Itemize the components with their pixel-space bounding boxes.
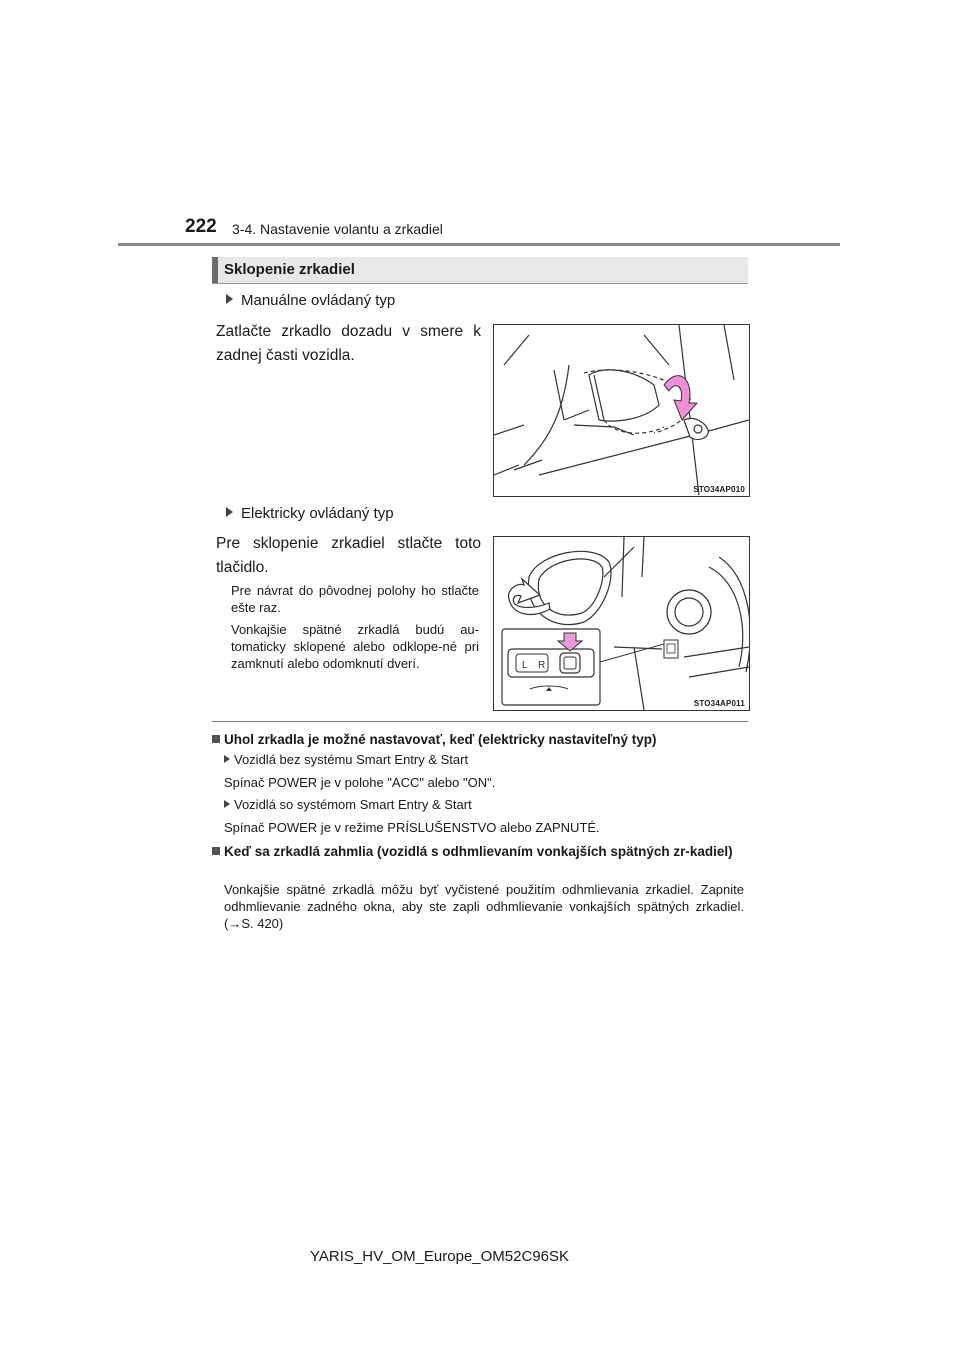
manual-type-label: Manuálne ovládaný typ — [226, 292, 395, 309]
manual-mirror-figure — [493, 324, 750, 497]
info-sub-text-smart: Spínač POWER je v režime PRÍSLUŠENSTVO alebo ZAPNUTÉ. — [224, 820, 600, 835]
section-divider — [212, 721, 748, 722]
square-bullet-icon — [212, 847, 220, 855]
triangle-bullet-icon — [226, 507, 233, 517]
square-bullet-icon — [212, 735, 220, 743]
info-sub-text-no-smart: Spínač POWER je v polohe "ACC" alebo "ON". — [224, 775, 496, 790]
electric-instruction: Pre sklopenie zrkadiel stlačte toto tlačidlo. — [216, 535, 481, 576]
section-title-bar — [212, 257, 748, 284]
info-heading-defog: Keď sa zrkadlá zahmlia (vozidlá s odhmlievaním vonkajších spätných zr-kadiel) — [212, 843, 748, 860]
electric-note-auto: Vonkajšie spätné zrkadlá budú au-tomaticky sklopené alebo odklope-né pri zamknutí alebo odomknutí dverí. — [231, 622, 479, 671]
triangle-bullet-icon — [224, 800, 230, 808]
info-text-defog: Vonkajšie spätné zrkadlá môžu byť vyčistené použitím odhmlievania zrkadiel. Zapnite odhmlievanie zadného okna, aby ste zapli odhmlievanie vonkajších spätných zrkadiel. (→S. 420) — [224, 882, 744, 931]
section-marker — [212, 257, 218, 283]
info-sub-label-no-smart: Vozidlá bez systému Smart Entry & Start — [224, 752, 468, 767]
triangle-bullet-icon — [224, 755, 230, 763]
electric-mirror-illustration — [494, 537, 749, 710]
info-heading-angle: Uhol zrkadla je možné nastavovať, keď (elektricky nastaviteľný typ) — [212, 731, 732, 748]
manual-instruction: Zatlačte zrkadlo dozadu v smere k zadnej časti vozidla. — [216, 323, 481, 364]
triangle-bullet-icon — [226, 294, 233, 304]
document-id: YARIS_HV_OM_Europe_OM52C96SK — [310, 1248, 570, 1265]
figure-code: STO34AP011 — [693, 699, 745, 708]
section-title: Sklopenie zrkadiel — [224, 261, 355, 278]
switch-right-label: R — [538, 660, 546, 671]
electric-note-return: Pre návrat do pôvodnej polohy ho stlačte ešte raz. — [231, 583, 479, 615]
figure-code: STO34AP010 — [693, 485, 745, 494]
switch-left-label: L — [522, 660, 528, 671]
info-sub-label-smart: Vozidlá so systémom Smart Entry & Start — [224, 797, 472, 812]
manual-mirror-illustration — [494, 325, 749, 496]
electric-type-label: Elektricky ovládaný typ — [226, 505, 394, 522]
electric-mirror-figure — [493, 536, 750, 711]
chapter-title: 3-4. Nastavenie volantu a zrkadiel — [232, 221, 443, 237]
page-number: 222 — [185, 216, 217, 237]
header-divider — [118, 243, 840, 246]
